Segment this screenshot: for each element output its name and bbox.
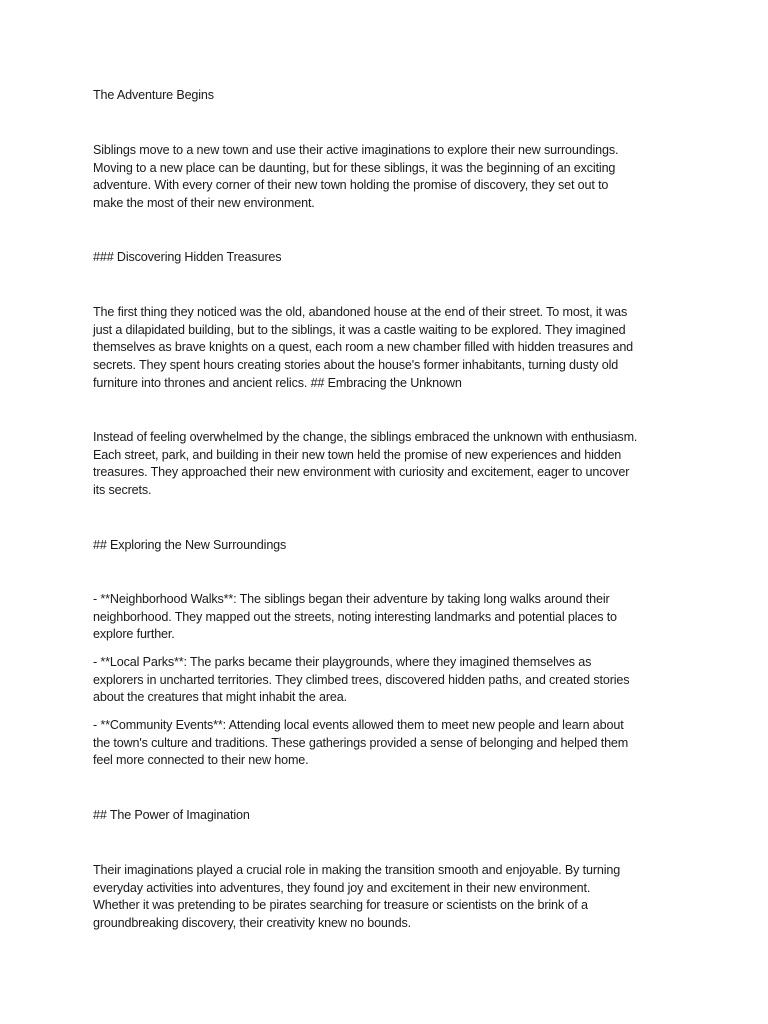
list-item-line: the town's culture and traditions. These gatherings provided a sense of belonging and helped them	[93, 735, 629, 750]
paragraph-line: treasures. They approached their new environment with curiosity and excitement, eager to uncover	[93, 465, 630, 480]
list-item-line: feel more connected to their new home.	[93, 753, 309, 768]
heading-exploring-surroundings: ## Exploring the New Surroundings	[93, 538, 287, 552]
list-item-line: about the creatures that might inhabit the area.	[93, 690, 347, 705]
paragraph-line: themselves as brave knights on a quest, each room a new chamber filled with hidden treasures and	[93, 340, 634, 355]
paragraph-line: adventure. With every corner of their new town holding the promise of discovery, they set out to	[93, 178, 609, 193]
unknown-paragraph	[93, 429, 683, 500]
list-item-line: - **Neighborhood Walks**: The siblings began their adventure by taking long walks around their	[93, 592, 610, 606]
paragraph-line: furniture into thrones and ancient relics. ## Embracing the Unknown	[93, 375, 462, 390]
paragraph-line: everyday activities into adventures, they found joy and excitement in their new environment.	[93, 880, 591, 895]
list-item-line: explorers in uncharted territories. They climbed trees, discovered hidden paths, and created stories	[93, 672, 630, 687]
paragraph-line: Their imaginations played a crucial role in making the transition smooth and enjoyable. By turning	[93, 863, 621, 877]
paragraph-line: The first thing they noticed was the old, abandoned house at the end of their street. To most, it was	[93, 305, 628, 319]
intro-paragraph	[93, 142, 683, 213]
paragraph-line: make the most of their new environment.	[93, 196, 315, 211]
list-item-line: explore further.	[93, 627, 175, 642]
imagination-paragraph	[93, 862, 683, 933]
paragraph-line: Instead of feeling overwhelmed by the change, the siblings embraced the unknown with enthusiasm.	[93, 430, 638, 444]
paragraph-line: Whether it was pretending to be pirates searching for treasure or scientists on the brink of a	[93, 898, 588, 913]
paragraph-line: Moving to a new place can be daunting, but for these siblings, it was the beginning of an exciting	[93, 160, 616, 175]
document-title: The Adventure Begins	[93, 88, 214, 102]
paragraph-line: groundbreaking discovery, their creativity knew no bounds.	[93, 916, 411, 931]
paragraph-line: secrets. They spent hours creating stories about the house's former inhabitants, turning dusty old	[93, 358, 619, 373]
bullet-neighborhood-walks	[93, 591, 683, 644]
paragraph-line: its secrets.	[93, 483, 152, 498]
paragraph-line: Siblings move to a new town and use their active imaginations to explore their new surroundings.	[93, 143, 619, 157]
list-item-line: - **Community Events**: Attending local events allowed them to meet new people and learn about	[93, 718, 624, 732]
heading-discovering-treasures: ### Discovering Hidden Treasures	[93, 250, 282, 264]
paragraph-line: just a dilapidated building, but to the siblings, it was a castle waiting to be explored. They imagined	[93, 322, 626, 337]
bullet-local-parks	[93, 654, 683, 707]
bullet-community-events	[93, 717, 683, 770]
treasures-paragraph	[93, 304, 683, 393]
paragraph-line: Each street, park, and building in their new town held the promise of new experiences and hidden	[93, 447, 622, 462]
list-item-line: neighborhood. They mapped out the streets, noting interesting landmarks and potential places to	[93, 609, 617, 624]
list-item-line: - **Local Parks**: The parks became their playgrounds, where they imagined themselves as	[93, 655, 592, 669]
heading-power-of-imagination: ## The Power of Imagination	[93, 808, 250, 822]
